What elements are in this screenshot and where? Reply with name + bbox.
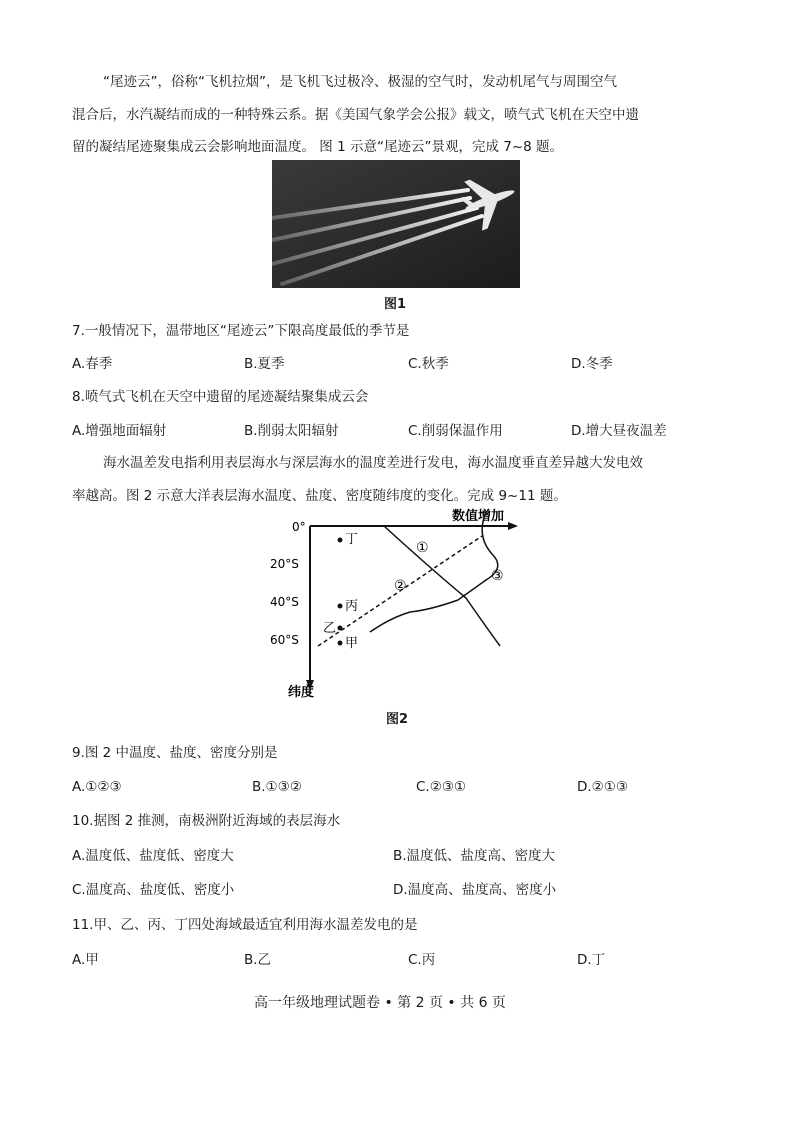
q7-stem: 7.一般情况下，温带地区“尾迹云”下限高度最低的季节是 (72, 323, 410, 339)
passage1-line1: “尾迹云”，俗称“飞机拉烟”，是飞机飞过极冷、极湿的空气时，发动机尾气与周围空气 (103, 74, 617, 90)
q10-option-c[interactable]: C.温度高、盐度低、密度小 (72, 882, 235, 898)
passage2-line1: 海水温差发电指利用表层海水与深层海水的温度差进行发电，海水温度垂直差异越大发电效 (103, 455, 643, 471)
q7-option-d[interactable]: D.冬季 (571, 356, 613, 372)
q7-option-c[interactable]: C.秋季 (408, 356, 449, 372)
latitude-diagram (262, 506, 532, 702)
q8-option-d[interactable]: D.增大昼夜温差 (571, 423, 667, 439)
curve-2-label: ② (394, 578, 407, 594)
tick-0: 0° (292, 520, 306, 534)
q10-option-b[interactable]: B.温度低、盐度高、密度大 (393, 848, 556, 864)
q10-option-d[interactable]: D.温度高、盐度高、密度小 (393, 882, 557, 898)
figure1-caption: 图1 (384, 297, 407, 312)
q11-option-b[interactable]: B.乙 (244, 952, 272, 968)
passage2-line2: 率越高。图 2 示意大洋表层海水温度、盐度、密度随纬度的变化。完成 9~11 题。 (72, 488, 567, 504)
tick-60s: 60°S (270, 633, 299, 647)
q9-option-b[interactable]: B.①③② (252, 779, 302, 795)
x-axis-label: 数值增加 (452, 509, 505, 524)
q9-option-d[interactable]: D.②①③ (577, 779, 628, 795)
page-footer: 高一年级地理试题卷 • 第 2 页 • 共 6 页 (254, 995, 506, 1011)
q9-option-c[interactable]: C.②③① (416, 779, 467, 795)
curve-3-label: ③ (491, 568, 504, 584)
q8-option-c[interactable]: C.削弱保温作用 (408, 423, 503, 439)
label-ding: 丁 (345, 532, 359, 547)
point-ding (338, 538, 343, 543)
q7-option-b[interactable]: B.夏季 (244, 356, 285, 372)
curve-1-label: ① (416, 540, 429, 556)
passage1-line2: 混合后，水汽凝结而成的一种特殊云系。据《美国气象学会公报》载文，喷气式飞机在天空中遗 (72, 107, 639, 123)
q8-stem: 8.喷气式飞机在天空中遗留的尾迹凝结聚集成云会 (72, 389, 369, 405)
q11-option-a[interactable]: A.甲 (72, 952, 99, 968)
q7-option-a[interactable]: A.春季 (72, 356, 113, 372)
passage1-line3: 留的凝结尾迹聚集成云会影响地面温度。 图 1 示意“尾迹云”景观，完成 7~8 题。 (72, 139, 564, 155)
q11-option-d[interactable]: D.丁 (577, 952, 606, 968)
tick-40s: 40°S (270, 595, 299, 609)
point-jia (338, 641, 343, 646)
q11-stem: 11.甲、乙、丙、丁四处海域最适宜利用海水温差发电的是 (72, 917, 418, 933)
q10-stem: 10.据图 2 推测，南极洲附近海域的表层海水 (72, 813, 341, 829)
label-bing: 丙 (345, 599, 359, 614)
q10-option-a[interactable]: A.温度低、盐度低、密度大 (72, 848, 234, 864)
q9-stem: 9.图 2 中温度、盐度、密度分别是 (72, 745, 278, 761)
label-yi: 乙 (323, 621, 337, 636)
figure2-caption: 图2 (386, 712, 409, 727)
point-bing (338, 604, 343, 609)
tick-20s: 20°S (270, 557, 299, 571)
q8-option-b[interactable]: B.削弱太阳辐射 (244, 423, 339, 439)
q11-option-c[interactable]: C.丙 (408, 952, 436, 968)
q8-option-a[interactable]: A.增强地面辐射 (72, 423, 167, 439)
contrail-photo (272, 160, 520, 288)
q9-option-a[interactable]: A.①②③ (72, 779, 122, 795)
label-jia: 甲 (345, 636, 359, 651)
y-axis-label: 纬度 (288, 685, 315, 700)
